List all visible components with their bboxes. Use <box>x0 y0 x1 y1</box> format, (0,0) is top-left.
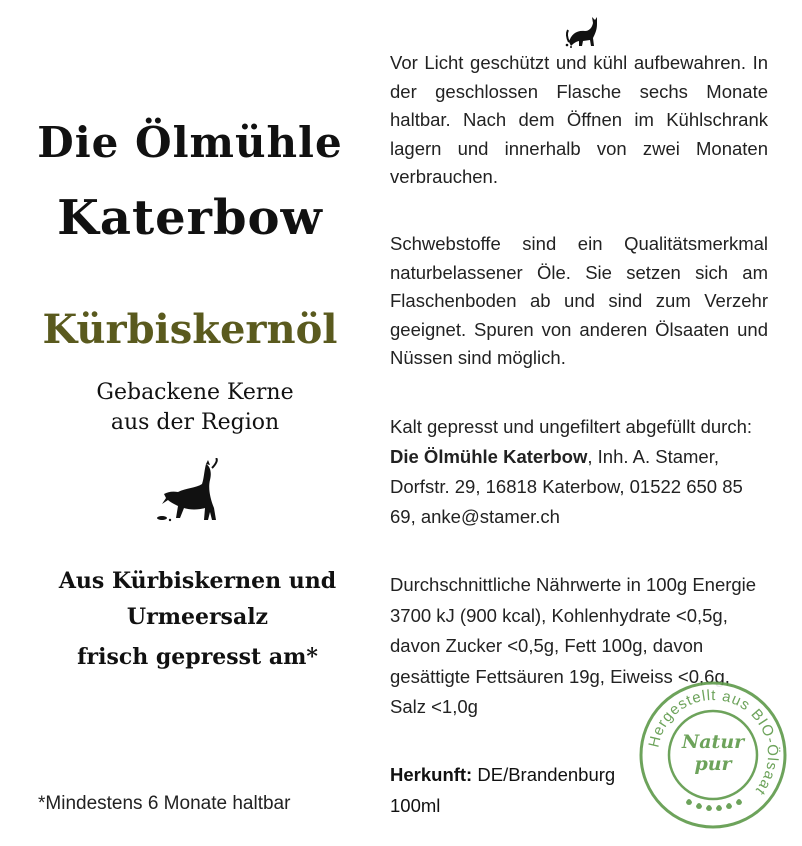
producer-paragraph <box>390 412 768 532</box>
product-subtitle-line2: aus der Region <box>110 410 280 435</box>
product-subtitle-line1: Gebackene Kerne <box>96 380 294 405</box>
ingredients-line1: Aus Kürbiskernen und <box>58 568 337 594</box>
shelf-life-footnote: *Mindestens 6 Monate haltbar <box>38 793 291 814</box>
sediment-paragraph: Schwebstoffe sind ein Qualitätsmerkmal naturbelassener Öle. Sie setzen sich am Flaschenboden ab und sind zum Verzehr geeignet. Spuren von anderen Ölsaaten und Nüssen sind möglich. <box>390 233 768 368</box>
cat-icon-small <box>561 8 603 50</box>
brand-name-line2: Katerbow <box>57 190 323 246</box>
origin-label: Herkunft: <box>390 764 473 785</box>
nutrition-paragraph: Durchschnittliche Nährwerte in 100g Energie 3700 kJ (900 kcal), Kohlenhydrate <0,5g, davon Zucker <0,5g, Fett 100g, davon gesättigte Fettsäuren 19g, Eiweiss <0,6g, Salz <1,0g <box>390 574 757 717</box>
origin-value: DE/Brandenburg <box>472 764 616 785</box>
volume: 100ml <box>390 795 441 816</box>
cat-icon <box>150 458 230 528</box>
organic-stamp <box>638 680 788 830</box>
stamp-center-line1: Natur <box>681 731 745 753</box>
brand-name-line1: Die Ölmühle <box>37 118 343 167</box>
pressing-date-line: frisch gepresst am* <box>77 644 318 670</box>
producer-prefix: Kalt gepresst und ungefiltert abgefüllt durch: <box>390 416 753 437</box>
producer-name: Die Ölmühle Katerbow <box>390 446 588 467</box>
ingredients-line2: Urmeersalz <box>126 604 269 630</box>
storage-paragraph: Vor Licht geschützt und kühl aufbewahren. In der geschlossen Flasche sechs Monate haltbar. Nach dem Öffnen im Kühlschrank lagern und innerhalb von zwei Monaten verbrauchen. <box>390 52 768 187</box>
origin-line <box>390 764 615 786</box>
producer-address: , Inh. A. Stamer, Dorfstr. 29, 16818 Katerbow, 01522 650 85 69, anke@stamer.ch <box>390 446 743 527</box>
stamp-center-line2: pur <box>694 753 732 775</box>
product-name: Kürbiskernöl <box>42 306 338 353</box>
stamp-ring-text: Hergestellt aus BIO-Ölsaat <box>645 686 782 799</box>
